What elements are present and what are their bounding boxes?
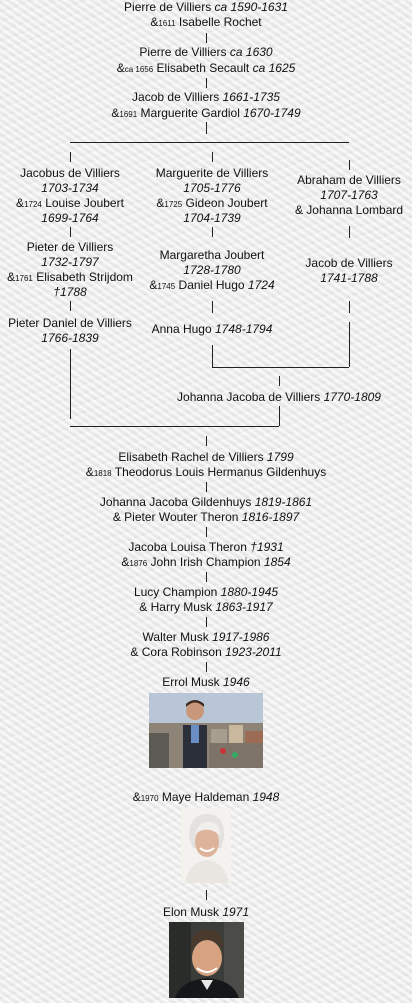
people-m7-year: 1761	[15, 274, 33, 283]
people-m13-prefix: &	[130, 645, 142, 659]
person-anna-hugo	[152, 322, 273, 337]
people-m14-amp: &	[132, 790, 141, 804]
people-m1-amp: &	[150, 15, 159, 29]
people-jacob2-name: Jacob de Villiers	[305, 256, 393, 270]
people-errol-dates: 1946	[222, 675, 250, 689]
connector-line	[349, 322, 350, 367]
people-m7-amp: &	[7, 270, 16, 284]
spouse-gideon-joubert	[156, 196, 267, 212]
spouse-theodorus-gildenhuys	[86, 465, 326, 481]
people-m7-spouse: Elisabeth Strijdom	[36, 270, 133, 284]
people-walter-name: Walter Musk	[142, 630, 209, 644]
people-m10-prefix: &	[112, 510, 125, 524]
people-margaretha-name: Margaretha Joubert	[159, 248, 265, 262]
people-m1-year: 1611	[158, 19, 176, 28]
connector-line	[206, 527, 207, 537]
people-johannajacoba-name: Johanna Jacoba de Villiers	[177, 390, 321, 404]
people-marguerite-name: Marguerite de Villiers	[155, 166, 269, 180]
connector-line	[70, 301, 71, 311]
spouse-john-irish-champion	[121, 555, 290, 571]
people-m2-spouse: Elisabeth Secault	[156, 61, 250, 75]
person-marguerite-de-villiers	[156, 166, 269, 181]
connector-line	[349, 301, 350, 313]
people-jacobus-dates: 1703-1734	[41, 181, 99, 195]
errol-musk-photo	[149, 693, 263, 768]
spouse-elisabeth-strijdom	[7, 270, 133, 286]
people-abraham-dates: 1707-1763	[320, 188, 378, 202]
people-m2-dates: ca 1625	[252, 61, 296, 75]
dates-pieter	[41, 255, 98, 270]
people-m9-year: 1818	[93, 469, 112, 478]
connector-line	[70, 227, 71, 237]
dates-jacobus	[41, 181, 98, 196]
people-m3-year: 1691	[119, 110, 138, 119]
connector-line	[212, 345, 213, 367]
connector-line	[206, 890, 207, 900]
people-m5-spouse: Gideon Joubert	[185, 196, 268, 210]
people-jacob2-dates: 1741-1788	[320, 271, 378, 285]
people-m3-spouse: Marguerite Gardiol	[140, 106, 240, 120]
person-jacoba-louisa-theron	[128, 540, 283, 555]
people-m2-amp: &	[116, 61, 125, 75]
people-m9-spouse: Theodorus Louis Hermanus Gildenhuys	[114, 465, 327, 479]
people-elisabeth-name: Elisabeth Rachel de Villiers	[118, 450, 264, 464]
connector-line	[212, 152, 213, 162]
connector-line	[212, 227, 213, 237]
spouse-pieter-wouter-theron	[113, 510, 299, 525]
marriage-branch-line	[70, 426, 279, 427]
people-m11-dates: 1854	[263, 555, 291, 569]
people-abraham-name: Abraham de Villiers	[297, 173, 401, 187]
spouse-maye-haldeman	[133, 790, 280, 806]
people-elon-name: Elon Musk	[162, 905, 219, 919]
connector-line	[206, 33, 207, 43]
person-margaretha-joubert	[160, 248, 265, 263]
people-m4-amp: &	[16, 196, 25, 210]
people-m5-year: 1725	[164, 200, 183, 209]
people-m2-year: ca 1656	[124, 65, 154, 74]
connector-line	[206, 662, 207, 672]
people-m10-dates: 1816-1897	[241, 510, 300, 524]
people-m11-year: 1876	[129, 559, 148, 568]
connector-line	[349, 226, 350, 238]
person-walter-musk	[143, 630, 270, 645]
people-m8-dates: 1724	[247, 278, 275, 292]
person-johanna-jacoba-de-villiers	[177, 390, 381, 405]
dates-abraham	[320, 188, 377, 203]
people-pieter-name: Pieter de Villiers	[26, 240, 114, 254]
people-m12-spouse: Harry Musk	[150, 600, 212, 614]
dates-marguerite	[183, 181, 240, 196]
people-m4-spouse: Louise Joubert	[45, 196, 124, 210]
people-m14-spouse: Maye Haldeman	[161, 790, 250, 804]
person-pieter-de-villiers	[27, 240, 113, 255]
people-m8-amp: &	[149, 278, 158, 292]
spouse-isabelle-rochet	[150, 15, 261, 31]
dates-margaretha	[183, 263, 240, 278]
people-m6-spouse: Johanna Lombard	[306, 203, 404, 217]
dates-jacob-2	[320, 271, 377, 286]
person-pierre-de-villiers-2	[139, 45, 272, 60]
people-pierre1-dates: ca 1590-1631	[214, 0, 288, 14]
connector-line	[206, 78, 207, 88]
people-m1-spouse: Isabelle Rochet	[178, 15, 262, 29]
spouse-harry-musk	[139, 600, 272, 615]
people-johannagild-name: Johanna Jacoba Gildenhuys	[99, 495, 252, 509]
maye-haldeman-photo	[181, 808, 231, 883]
person-jacob-de-villiers	[132, 90, 280, 105]
connector-line	[206, 122, 207, 134]
people-m10-spouse: Pieter Wouter Theron	[124, 510, 239, 524]
people-m5-dates: 1704-1739	[183, 211, 241, 225]
spouse-louise-joubert	[16, 196, 124, 212]
marriage-branch-line	[212, 367, 349, 368]
people-m14-dates: 1948	[252, 790, 280, 804]
person-jacob-de-villiers-2	[305, 256, 392, 271]
people-jacoba-dates: †1931	[250, 540, 284, 554]
person-elon-musk	[163, 905, 249, 920]
people-errol-name: Errol Musk	[162, 675, 220, 689]
people-pierre1-name: Pierre de Villiers	[124, 0, 212, 14]
people-m6-prefix: &	[294, 203, 307, 217]
people-m12-dates: 1863-1917	[215, 600, 273, 614]
person-jacobus-de-villiers	[20, 166, 120, 181]
connector-line	[349, 160, 350, 170]
people-anna-dates: 1748-1794	[215, 322, 273, 336]
people-pierre2-dates: ca 1630	[229, 45, 273, 59]
people-m8-spouse: Daniel Hugo	[178, 278, 245, 292]
people-m14-year: 1970	[140, 794, 159, 803]
people-m7-dates: †1788	[53, 285, 87, 299]
people-margaretha-dates: 1728-1780	[183, 263, 241, 277]
people-m9-amp: &	[85, 465, 94, 479]
people-jacob1-name: Jacob de Villiers	[132, 90, 220, 104]
person-elisabeth-rachel-de-villiers	[118, 450, 293, 465]
connector-line	[206, 572, 207, 582]
people-pierre2-name: Pierre de Villiers	[139, 45, 227, 59]
people-jacobus-name: Jacobus de Villiers	[20, 166, 120, 180]
sibling-branch-line	[70, 142, 349, 143]
spouse-daniel-hugo	[149, 278, 274, 294]
people-marguerite-dates: 1705-1776	[183, 181, 241, 195]
dates-louise-joubert	[41, 211, 98, 226]
connector-line	[279, 376, 280, 386]
people-lucy-dates: 1880-1945	[220, 585, 279, 599]
people-anna-name: Anna Hugo	[151, 322, 212, 336]
spouse-johanna-lombard	[295, 203, 403, 218]
connector-line	[70, 152, 71, 162]
person-johanna-jacoba-gildenhuys	[100, 495, 312, 510]
person-errol-musk	[162, 675, 249, 690]
dates-pieter-daniel	[41, 331, 98, 346]
connector-line	[206, 482, 207, 492]
people-m8-year: 1745	[157, 282, 176, 291]
people-m11-spouse: John Irish Champion	[150, 555, 261, 569]
people-m4-dates: 1699-1764	[41, 211, 99, 225]
connector-line	[279, 406, 280, 426]
person-pieter-daniel-de-villiers	[8, 316, 132, 331]
people-jacoba-name: Jacoba Louisa Theron	[128, 540, 247, 554]
connector-line	[206, 617, 207, 627]
people-johannagild-dates: 1819-1861	[254, 495, 313, 509]
people-pieter-dates: 1732-1797	[41, 255, 99, 269]
people-m3-dates: 1670-1749	[243, 106, 301, 120]
people-m4-year: 1724	[24, 200, 42, 209]
people-pieterdaniel-name: Pieter Daniel de Villiers	[8, 316, 132, 330]
people-m5-amp: &	[156, 196, 165, 210]
people-m13-dates: 1923-2011	[225, 645, 282, 659]
dates-gideon-joubert	[183, 211, 240, 226]
person-lucy-champion	[134, 585, 278, 600]
people-m3-amp: &	[111, 106, 120, 120]
people-walter-dates: 1917-1986	[212, 630, 270, 644]
people-johannajacoba-dates: 1770-1809	[323, 390, 381, 404]
spouse-marguerite-gardiol	[111, 106, 300, 122]
person-pierre-de-villiers-1	[124, 0, 288, 15]
spouse-elisabeth-secault	[117, 61, 296, 77]
people-elon-dates: 1971	[222, 905, 250, 919]
connector-line	[212, 301, 213, 313]
dates-elisabeth-strijdom	[53, 285, 86, 300]
people-jacob1-dates: 1661-1735	[222, 90, 280, 104]
people-pieterdaniel-dates: 1766-1839	[41, 331, 99, 345]
connector-line	[70, 349, 71, 419]
people-m11-amp: &	[121, 555, 130, 569]
people-lucy-name: Lucy Champion	[133, 585, 218, 599]
people-m12-prefix: &	[139, 600, 151, 614]
person-abraham-de-villiers	[297, 173, 401, 188]
people-elisabeth-dates: 1799	[266, 450, 294, 464]
connector-line	[206, 436, 207, 446]
elon-musk-photo	[169, 922, 244, 998]
people-m13-spouse: Cora Robinson	[141, 645, 222, 659]
spouse-cora-robinson	[130, 645, 281, 660]
